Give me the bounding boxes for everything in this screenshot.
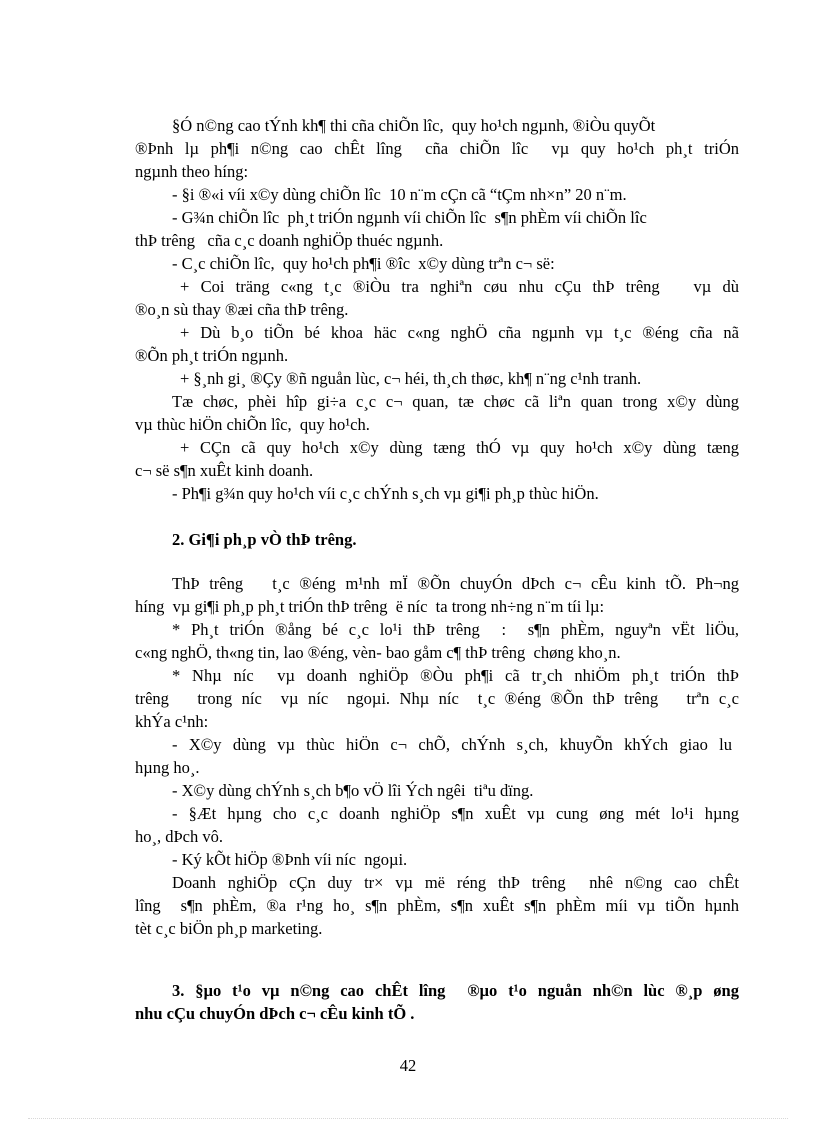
text-line: - Ký kÕt hiÖp ®Þnh víi níc ngoµi.	[172, 850, 408, 869]
text-line: * Nhµ níc vµ doanh nghiÖp ®Òu ph¶i cã tr¸ch nhiÖm ph¸t triÓn thÞ	[172, 666, 739, 685]
text-line: §Ó n©ng cao tÝnh kh¶ thi cña chiÕn lîc, quy ho¹ch ngµnh, ®iÒu quyÕt	[172, 116, 656, 135]
text-line: ®o¸n sù thay ®æi cña thÞ trêng.	[135, 300, 349, 319]
text-line: + Dù b¸o tiÕn bé khoa häc c«ng nghÖ cña ngµnh vµ t¸c ®éng cña nã	[180, 323, 739, 342]
section-heading: 2. Gi¶i ph¸p vÒ thÞ trêng.	[172, 530, 357, 549]
text-line: lîng s¶n phÈm, ®a r¹ng ho¸ s¶n phÈm, s¶n xuÊt s¶n phÈm míi vµ tiÕn hµnh	[135, 896, 739, 915]
page-number: 42	[399, 1056, 417, 1075]
text-line: + §¸nh gi¸ ®Çy ®ñ nguån lùc, c¬ héi, th¸ch thøc, kh¶ n¨ng c¹nh tranh.	[180, 369, 642, 388]
text-line: híng vµ gi¶i ph¸p ph¸t triÓn thÞ trêng ë níc ta trong nh÷ng n¨m tíi lµ:	[135, 597, 605, 616]
text-line: - Ph¶i g¾n quy ho¹ch víi c¸c chÝnh s¸ch vµ gi¶i ph¸p thùc hiÖn.	[172, 484, 599, 503]
text-line: - X©y dùng chÝnh s¸ch b¶o vÖ lîi Ých ngêi tiªu dïng.	[172, 781, 534, 800]
text-line: trêng trong níc vµ níc ngoµi. Nhµ níc t¸c ®éng ®Õn thÞ trêng trªn c¸c	[135, 689, 739, 708]
text-line: ngµnh theo híng:	[135, 162, 249, 181]
text-line: thÞ trêng cña c¸c doanh nghiÖp thuéc ngµnh.	[135, 231, 444, 250]
text-line: Doanh nghiÖp cÇn duy tr× vµ më réng thÞ trêng nhê n©ng cao chÊt	[172, 873, 739, 892]
text-line: khÝa c¹nh:	[135, 712, 209, 731]
text-line: * Ph¸t triÓn ®ång bé c¸c lo¹i thÞ trêng : s¶n phÈm, nguyªn vËt liÖu,	[172, 620, 739, 639]
footer-divider	[28, 1118, 788, 1119]
text-line: ho¸, dÞch vô.	[135, 827, 223, 846]
section-heading: nhu cÇu chuyÓn dÞch c¬ cÊu kinh tÕ .	[135, 1004, 415, 1023]
text-line: - G¾n chiÕn lîc ph¸t triÓn ngµnh víi chiÕn lîc s¶n phÈm víi chiÕn lîc	[172, 208, 647, 227]
text-line: hµng ho¸.	[135, 758, 200, 777]
text-line: + CÇn cã quy ho¹ch x©y dùng tæng thÓ vµ quy ho¹ch x©y dùng tæng	[180, 438, 739, 457]
text-line: ®Þnh lµ ph¶i n©ng cao chÊt lîng cña chiÕn lîc vµ quy ho¹ch ph¸t triÓn	[135, 139, 739, 158]
text-line: ®Õn ph¸t triÓn ngµnh.	[135, 346, 289, 365]
text-line: - X©y dùng vµ thùc hiÖn c¬ chÕ, chÝnh s¸ch, khuyÕn khÝch giao lu	[172, 735, 732, 754]
text-line: ThÞ trêng t¸c ®éng m¹nh mÏ ®Õn chuyÓn dÞch c¬ cÊu kinh tÕ. Ph¬ng	[172, 574, 739, 593]
text-line: - §Æt hµng cho c¸c doanh nghiÖp s¶n xuÊt vµ cung øng mét lo¹i hµng	[172, 804, 739, 823]
text-line: Tæ chøc, phèi hîp gi÷a c¸c c¬ quan, tæ chøc cã liªn quan trong x©y dùng	[172, 392, 739, 411]
section-heading: 3. §µo t¹o vµ n©ng cao chÊt lîng ®µo t¹o nguån nh©n lùc ®¸p øng	[172, 981, 739, 1000]
text-line: c«ng nghÖ, th«ng tin, lao ®éng, vèn- bao gåm c¶ thÞ trêng chøng kho¸n.	[135, 643, 621, 662]
text-line: tèt c¸c biÖn ph¸p marketing.	[135, 919, 323, 938]
text-line: - §i ®«i víi x©y dùng chiÕn lîc 10 n¨m cÇn cã “tÇm nh×n” 20 n¨m.	[172, 185, 627, 204]
text-line: + Coi träng c«ng t¸c ®iÒu tra nghiªn cøu nhu cÇu thÞ trêng vµ dù	[180, 277, 739, 296]
text-line: - C¸c chiÕn lîc, quy ho¹ch ph¶i ®îc x©y dùng trªn c¬ së:	[172, 254, 555, 273]
text-line: c¬ së s¶n xuÊt kinh doanh.	[135, 461, 314, 480]
text-line: vµ thùc hiÖn chiÕn lîc, quy ho¹ch.	[135, 415, 370, 434]
